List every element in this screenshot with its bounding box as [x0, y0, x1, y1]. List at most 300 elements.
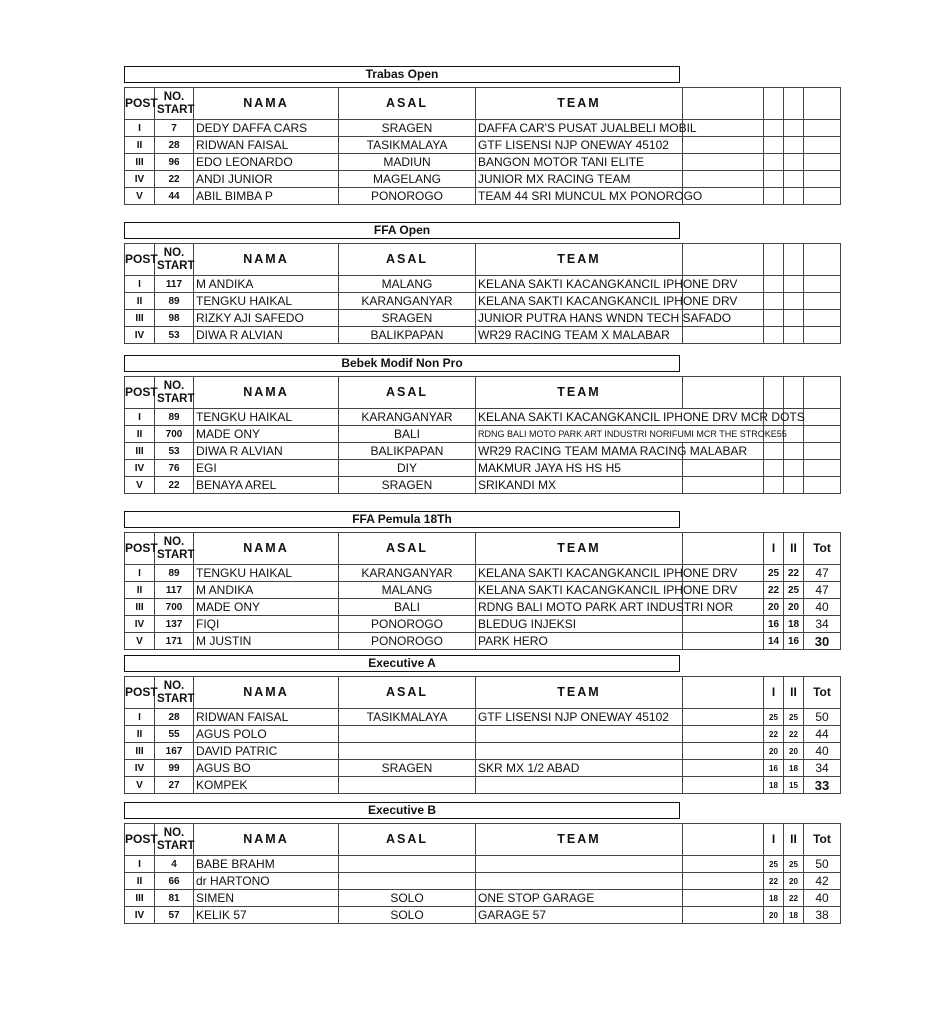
origin-cell	[339, 856, 476, 873]
team-cell: GTF LISENSI NJP ONEWAY 45102	[476, 709, 683, 726]
gap-cell	[683, 726, 764, 743]
position-cell: IV	[125, 616, 155, 633]
score-2-cell: 18	[784, 616, 804, 633]
name-cell: ANDI JUNIOR	[194, 171, 339, 188]
team-cell: ONE STOP GARAGE	[476, 890, 683, 907]
header-row	[125, 677, 841, 709]
results-table	[124, 243, 841, 344]
header-score-2	[784, 377, 804, 409]
position-cell: I	[125, 709, 155, 726]
table-row	[125, 293, 841, 310]
header-row	[125, 88, 841, 120]
team-cell: SRIKANDI MX	[476, 477, 683, 494]
name-cell: M ANDIKA	[194, 582, 339, 599]
score-1-cell: 25	[764, 565, 784, 582]
table-row	[125, 709, 841, 726]
position-cell: IV	[125, 460, 155, 477]
team-cell	[476, 856, 683, 873]
header-asal: ASAL	[339, 377, 476, 409]
total-cell: 40	[804, 743, 841, 760]
position-cell: III	[125, 154, 155, 171]
score-2-cell	[784, 120, 804, 137]
results-table	[124, 676, 841, 794]
header-pos: POST	[125, 377, 155, 409]
table-row	[125, 616, 841, 633]
table-row	[125, 426, 841, 443]
table-row	[125, 582, 841, 599]
score-1-cell	[764, 188, 784, 205]
table-row	[125, 856, 841, 873]
header-no-start	[155, 677, 194, 709]
origin-cell: SRAGEN	[339, 760, 476, 777]
header-score-2	[784, 88, 804, 120]
header-score-1: I	[764, 824, 784, 856]
score-1-cell	[764, 460, 784, 477]
origin-cell: MAGELANG	[339, 171, 476, 188]
gap-cell	[683, 477, 764, 494]
start-number-cell: 28	[155, 709, 194, 726]
header-pos: POST	[125, 88, 155, 120]
section-title: Bebek Modif Non Pro	[124, 355, 680, 372]
origin-cell: DIY	[339, 460, 476, 477]
team-cell: BLEDUG INJEKSI	[476, 616, 683, 633]
table-row	[125, 599, 841, 616]
score-2-cell: 20	[784, 743, 804, 760]
section-title: Executive A	[124, 655, 680, 672]
total-cell	[804, 477, 841, 494]
gap-cell	[683, 760, 764, 777]
position-cell: III	[125, 443, 155, 460]
header-asal: ASAL	[339, 244, 476, 276]
score-2-cell: 25	[784, 582, 804, 599]
team-cell: RDNG BALI MOTO PARK ART INDUSTRI NORIFUMI MCR THE STROKE55	[476, 426, 764, 443]
start-number-cell: 57	[155, 907, 194, 924]
table-row	[125, 171, 841, 188]
header-row	[125, 377, 841, 409]
position-cell: IV	[125, 171, 155, 188]
header-nama: NAMA	[194, 824, 339, 856]
header-score-2: II	[784, 533, 804, 565]
table-row	[125, 565, 841, 582]
gap-cell	[683, 856, 764, 873]
results-table	[124, 376, 841, 494]
origin-cell: TASIKMALAYA	[339, 137, 476, 154]
origin-cell	[339, 777, 476, 794]
total-cell	[804, 171, 841, 188]
start-number-cell: 700	[155, 426, 194, 443]
total-cell: 34	[804, 760, 841, 777]
position-cell: II	[125, 137, 155, 154]
gap-cell	[683, 873, 764, 890]
table-row	[125, 743, 841, 760]
header-no-start	[155, 533, 194, 565]
position-cell: V	[125, 477, 155, 494]
team-cell: KELANA SAKTI KACANGKANCIL IPHONE DRV	[476, 276, 683, 293]
position-cell: V	[125, 777, 155, 794]
header-team: TEAM	[476, 677, 683, 709]
origin-cell: BALI	[339, 426, 476, 443]
team-cell: TEAM 44 SRI MUNCUL MX PONOROGO	[476, 188, 683, 205]
total-cell	[804, 137, 841, 154]
start-number-cell: 81	[155, 890, 194, 907]
name-cell: RIDWAN FAISAL	[194, 137, 339, 154]
total-cell	[804, 120, 841, 137]
origin-cell: BALI	[339, 599, 476, 616]
header-pos: POST	[125, 677, 155, 709]
header-no-line: NO.	[163, 826, 185, 839]
table-row	[125, 327, 841, 344]
team-cell: GTF LISENSI NJP ONEWAY 45102	[476, 137, 683, 154]
origin-cell: TASIKMALAYA	[339, 709, 476, 726]
gap-cell	[683, 154, 764, 171]
score-2-cell: 22	[784, 890, 804, 907]
position-cell: I	[125, 565, 155, 582]
section-title: FFA Pemula 18Th	[124, 511, 680, 528]
header-score-1	[764, 244, 784, 276]
name-cell: M JUSTIN	[194, 633, 339, 650]
header-score-2: II	[784, 677, 804, 709]
header-start-line: START	[157, 259, 195, 272]
section-title: Trabas Open	[124, 66, 680, 83]
score-1-cell: 14	[764, 633, 784, 650]
header-total	[804, 244, 841, 276]
name-cell: DIWA R ALVIAN	[194, 443, 339, 460]
results-table	[124, 823, 841, 924]
total-cell	[804, 460, 841, 477]
gap-cell	[683, 171, 764, 188]
team-cell: PARK HERO	[476, 633, 683, 650]
name-cell: DAVID PATRIC	[194, 743, 339, 760]
total-cell	[804, 276, 841, 293]
position-cell: II	[125, 582, 155, 599]
name-cell: EDO LEONARDO	[194, 154, 339, 171]
header-team: TEAM	[476, 533, 683, 565]
header-nama: NAMA	[194, 88, 339, 120]
header-score-1	[764, 88, 784, 120]
origin-cell: SRAGEN	[339, 310, 476, 327]
team-cell: GARAGE 57	[476, 907, 683, 924]
origin-cell: MALANG	[339, 276, 476, 293]
position-cell: I	[125, 120, 155, 137]
gap-cell	[683, 327, 764, 344]
table-row	[125, 760, 841, 777]
header-score-1	[764, 377, 784, 409]
header-team: TEAM	[476, 88, 683, 120]
results-table	[124, 532, 841, 650]
table-row	[125, 477, 841, 494]
total-cell	[804, 154, 841, 171]
start-number-cell: 700	[155, 599, 194, 616]
team-cell: KELANA SAKTI KACANGKANCIL IPHONE DRV	[476, 565, 683, 582]
name-cell: BABE BRAHM	[194, 856, 339, 873]
table-row	[125, 873, 841, 890]
position-cell: I	[125, 409, 155, 426]
team-cell: MAKMUR JAYA HS HS H5	[476, 460, 683, 477]
header-row	[125, 824, 841, 856]
score-1-cell	[764, 477, 784, 494]
score-1-cell	[764, 120, 784, 137]
table-row	[125, 409, 841, 426]
score-1-cell: 22	[764, 873, 784, 890]
header-gap	[683, 677, 764, 709]
team-cell: WR29 RACING TEAM X MALABAR	[476, 327, 683, 344]
section-title: FFA Open	[124, 222, 680, 239]
total-cell: 47	[804, 565, 841, 582]
table-row	[125, 154, 841, 171]
score-1-cell: 25	[764, 709, 784, 726]
name-cell: EGI	[194, 460, 339, 477]
name-cell: AGUS POLO	[194, 726, 339, 743]
total-cell	[804, 188, 841, 205]
total-cell: 44	[804, 726, 841, 743]
origin-cell	[339, 743, 476, 760]
name-cell: KELIK 57	[194, 907, 339, 924]
header-asal: ASAL	[339, 88, 476, 120]
origin-cell: KARANGANYAR	[339, 565, 476, 582]
name-cell: TENGKU HAIKAL	[194, 409, 339, 426]
score-1-cell	[764, 171, 784, 188]
total-cell: 40	[804, 890, 841, 907]
header-asal: ASAL	[339, 533, 476, 565]
team-cell	[476, 743, 683, 760]
start-number-cell: 22	[155, 171, 194, 188]
start-number-cell: 117	[155, 276, 194, 293]
header-row	[125, 244, 841, 276]
score-1-cell: 20	[764, 599, 784, 616]
header-no-start	[155, 244, 194, 276]
gap-cell	[683, 616, 764, 633]
position-cell: IV	[125, 760, 155, 777]
results-table	[124, 87, 841, 205]
score-2-cell: 20	[784, 599, 804, 616]
team-cell	[476, 873, 683, 890]
header-team: TEAM	[476, 377, 683, 409]
position-cell: III	[125, 599, 155, 616]
name-cell: dr HARTONO	[194, 873, 339, 890]
gap-cell	[683, 460, 764, 477]
total-cell: 42	[804, 873, 841, 890]
team-cell: SKR MX 1/2 ABAD	[476, 760, 683, 777]
gap-cell	[683, 890, 764, 907]
score-2-cell: 22	[784, 565, 804, 582]
name-cell: TENGKU HAIKAL	[194, 293, 339, 310]
team-cell: DAFFA CAR'S PUSAT JUALBELI MOBIL	[476, 120, 683, 137]
score-1-cell: 22	[764, 582, 784, 599]
score-1-cell: 18	[764, 777, 784, 794]
header-team: TEAM	[476, 244, 683, 276]
header-start-line: START	[157, 548, 195, 561]
table-row	[125, 188, 841, 205]
name-cell: DIWA R ALVIAN	[194, 327, 339, 344]
position-cell: II	[125, 426, 155, 443]
score-1-cell: 16	[764, 616, 784, 633]
header-asal: ASAL	[339, 677, 476, 709]
start-number-cell: 137	[155, 616, 194, 633]
origin-cell: PONOROGO	[339, 616, 476, 633]
score-2-cell: 22	[784, 726, 804, 743]
header-no-start	[155, 377, 194, 409]
team-cell: RDNG BALI MOTO PARK ART INDUSTRI NOR	[476, 599, 683, 616]
total-cell: 50	[804, 709, 841, 726]
start-number-cell: 167	[155, 743, 194, 760]
score-1-cell: 18	[764, 890, 784, 907]
start-number-cell: 76	[155, 460, 194, 477]
name-cell: BENAYA AREL	[194, 477, 339, 494]
score-1-cell	[764, 327, 784, 344]
position-cell: III	[125, 890, 155, 907]
header-no-start	[155, 88, 194, 120]
start-number-cell: 53	[155, 443, 194, 460]
start-number-cell: 22	[155, 477, 194, 494]
score-2-cell	[784, 477, 804, 494]
header-row	[125, 533, 841, 565]
score-1-cell	[764, 310, 784, 327]
position-cell: IV	[125, 327, 155, 344]
position-cell: II	[125, 873, 155, 890]
total-cell	[804, 293, 841, 310]
origin-cell: MADIUN	[339, 154, 476, 171]
score-2-cell: 20	[784, 873, 804, 890]
header-no-line: NO.	[163, 679, 185, 692]
header-asal: ASAL	[339, 824, 476, 856]
table-row	[125, 907, 841, 924]
origin-cell	[339, 726, 476, 743]
total-cell: 34	[804, 616, 841, 633]
score-2-cell	[784, 137, 804, 154]
score-2-cell: 25	[784, 709, 804, 726]
gap-cell	[683, 137, 764, 154]
total-cell	[804, 443, 841, 460]
total-cell: 38	[804, 907, 841, 924]
total-cell	[804, 327, 841, 344]
header-total	[804, 88, 841, 120]
name-cell: M ANDIKA	[194, 276, 339, 293]
score-1-cell	[764, 137, 784, 154]
header-total: Tot	[804, 824, 841, 856]
header-nama: NAMA	[194, 377, 339, 409]
name-cell: ABIL BIMBA P	[194, 188, 339, 205]
header-team: TEAM	[476, 824, 683, 856]
table-row	[125, 890, 841, 907]
total-cell	[804, 310, 841, 327]
team-cell: KELANA SAKTI KACANGKANCIL IPHONE DRV	[476, 582, 683, 599]
table-row	[125, 310, 841, 327]
score-1-cell	[764, 443, 784, 460]
start-number-cell: 117	[155, 582, 194, 599]
position-cell: V	[125, 633, 155, 650]
header-no-line: NO.	[163, 90, 185, 103]
gap-cell	[683, 709, 764, 726]
team-cell: KELANA SAKTI KACANGKANCIL IPHONE DRV MCR DOTS	[476, 409, 764, 426]
section-title: Executive B	[124, 802, 680, 819]
start-number-cell: 89	[155, 409, 194, 426]
gap-cell	[683, 777, 764, 794]
start-number-cell: 44	[155, 188, 194, 205]
table-row	[125, 726, 841, 743]
origin-cell: SOLO	[339, 907, 476, 924]
origin-cell: PONOROGO	[339, 633, 476, 650]
score-2-cell: 16	[784, 633, 804, 650]
header-score-1: I	[764, 533, 784, 565]
header-total	[804, 377, 841, 409]
table-row	[125, 120, 841, 137]
score-1-cell: 16	[764, 760, 784, 777]
score-2-cell	[784, 171, 804, 188]
team-cell: JUNIOR MX RACING TEAM	[476, 171, 683, 188]
start-number-cell: 55	[155, 726, 194, 743]
score-1-cell	[764, 293, 784, 310]
start-number-cell: 7	[155, 120, 194, 137]
header-pos: POST	[125, 824, 155, 856]
start-number-cell: 28	[155, 137, 194, 154]
gap-cell	[683, 907, 764, 924]
header-start-line: START	[157, 392, 195, 405]
position-cell: III	[125, 310, 155, 327]
header-pos: POST	[125, 244, 155, 276]
origin-cell: KARANGANYAR	[339, 293, 476, 310]
origin-cell: KARANGANYAR	[339, 409, 476, 426]
gap-cell	[683, 743, 764, 760]
score-1-cell	[764, 276, 784, 293]
table-row	[125, 777, 841, 794]
header-start-line: START	[157, 839, 195, 852]
position-cell: III	[125, 743, 155, 760]
origin-cell: MALANG	[339, 582, 476, 599]
team-cell: WR29 RACING TEAM MAMA RACING MALABAR	[476, 443, 683, 460]
table-row	[125, 460, 841, 477]
name-cell: RIZKY AJI SAFEDO	[194, 310, 339, 327]
header-gap	[683, 88, 764, 120]
start-number-cell: 4	[155, 856, 194, 873]
header-gap	[683, 533, 764, 565]
score-2-cell: 18	[784, 760, 804, 777]
table-row	[125, 137, 841, 154]
score-2-cell	[784, 293, 804, 310]
header-start-line: START	[157, 103, 195, 116]
score-1-cell: 20	[764, 907, 784, 924]
start-number-cell: 98	[155, 310, 194, 327]
origin-cell: SRAGEN	[339, 477, 476, 494]
start-number-cell: 53	[155, 327, 194, 344]
header-total: Tot	[804, 533, 841, 565]
total-cell: 40	[804, 599, 841, 616]
header-gap	[683, 377, 764, 409]
team-cell	[476, 726, 683, 743]
total-cell: 33	[804, 777, 841, 794]
score-2-cell: 18	[784, 907, 804, 924]
start-number-cell: 96	[155, 154, 194, 171]
header-score-1: I	[764, 677, 784, 709]
gap-cell	[683, 633, 764, 650]
position-cell: V	[125, 188, 155, 205]
score-2-cell	[784, 460, 804, 477]
header-score-2	[784, 244, 804, 276]
header-total: Tot	[804, 677, 841, 709]
origin-cell	[339, 873, 476, 890]
team-cell: KELANA SAKTI KACANGKANCIL IPHONE DRV	[476, 293, 683, 310]
total-cell: 47	[804, 582, 841, 599]
team-cell: BANGON MOTOR TANI ELITE	[476, 154, 683, 171]
name-cell: KOMPEK	[194, 777, 339, 794]
total-cell	[804, 426, 841, 443]
origin-cell: PONOROGO	[339, 188, 476, 205]
header-no-start	[155, 824, 194, 856]
header-score-2: II	[784, 824, 804, 856]
team-cell: JUNIOR PUTRA HANS WNDN TECH SAFADO	[476, 310, 683, 327]
total-cell: 50	[804, 856, 841, 873]
start-number-cell: 27	[155, 777, 194, 794]
origin-cell: BALIKPAPAN	[339, 443, 476, 460]
